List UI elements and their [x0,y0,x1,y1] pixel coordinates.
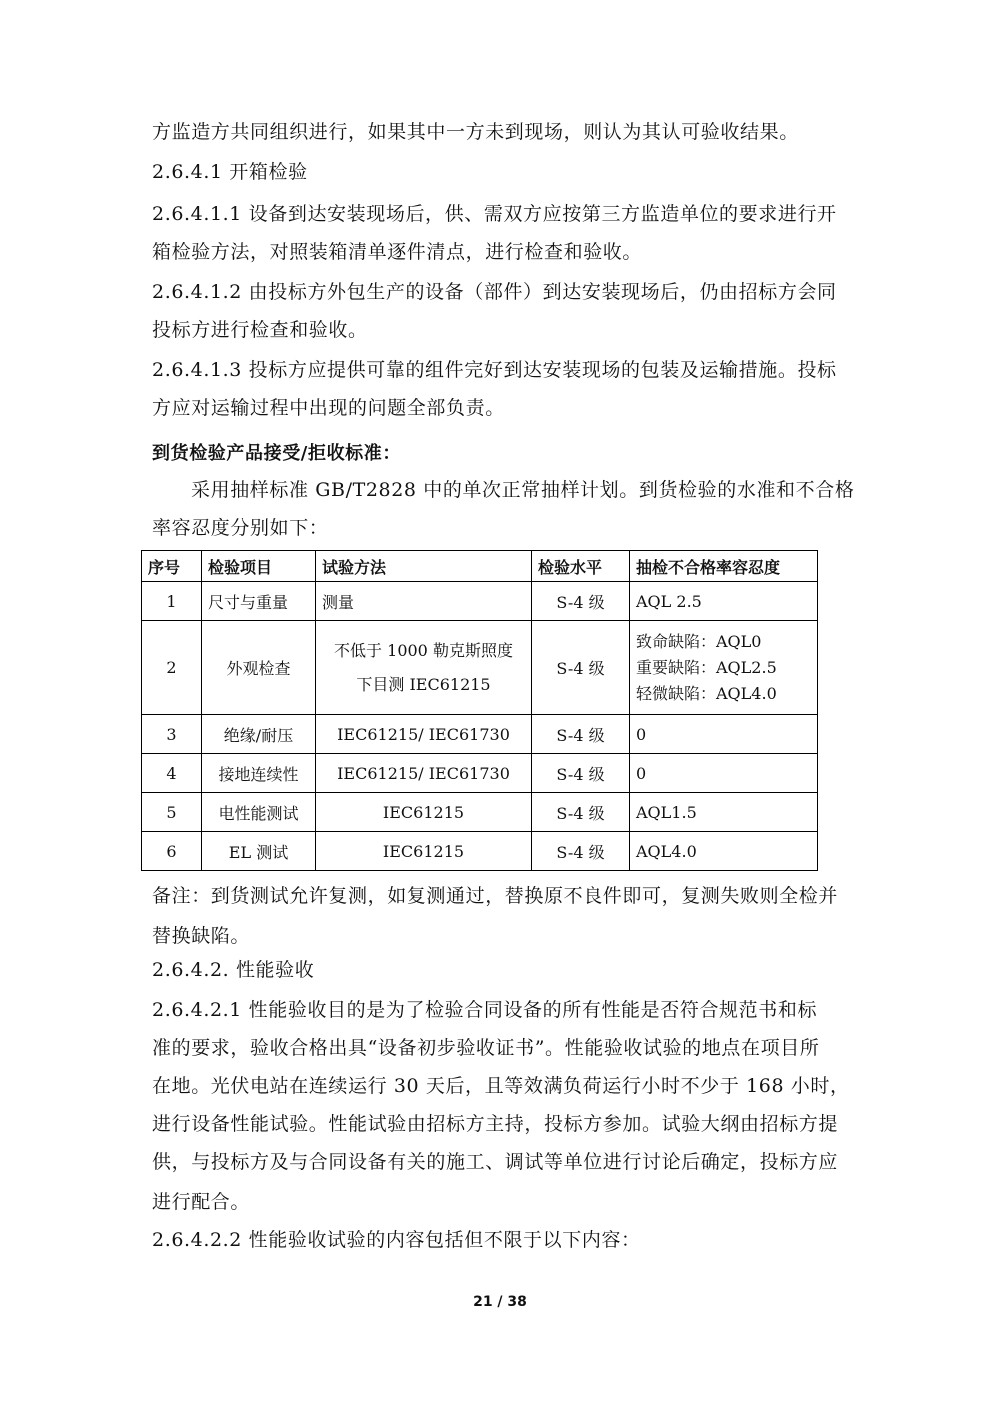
cell-item: 外观检查 [202,621,316,715]
header-tolerance: 抽检不合格率容忍度 [630,551,818,582]
cell-item: 电性能测试 [202,793,316,832]
method-line: 下目测 IEC61215 [356,674,491,694]
cell-no: 6 [142,832,202,871]
cell-method: IEC61215/ IEC61730 [316,754,532,793]
cell-no: 1 [142,582,202,621]
intro-line: 率容忍度分别如下： [152,517,329,539]
paragraph-line: 进行设备性能试验。性能试验由招标方主持，投标方参加。试验大纲由招标方提 [152,1113,839,1135]
paragraph-line: 2.6.4.1.3 投标方应提供可靠的组件完好到达安装现场的包装及运输措施。投标 [152,359,837,381]
paragraph-line: 箱检验方法，对照装箱清单逐件清点，进行检查和验收。 [152,241,643,263]
table-row [142,582,818,621]
table-row [142,754,818,793]
tolerance-line: 重要缺陷：AQL2.5 [636,657,777,677]
intro-line: 采用抽样标准 GB/T2828 中的单次正常抽样计划。到货检验的水准和不合格 [191,479,855,501]
cell-method: IEC61215 [316,832,532,871]
cell-no: 5 [142,793,202,832]
cell-tolerance: 0 [630,715,818,754]
cell-no: 2 [142,621,202,715]
note-line: 备注：到货测试允许复测，如复测通过，替换原不良件即可，复测失败则全检并 [152,885,839,907]
cell-method: IEC61215 [316,793,532,832]
paragraph-line: 2.6.4.2.1 性能验收目的是为了检验合同设备的所有性能是否符合规范书和标 [152,999,818,1021]
cell-item: EL 测试 [202,832,316,871]
method-line: 不低于 1000 勒克斯照度 [334,640,513,660]
cell-method: IEC61215/ IEC61730 [316,715,532,754]
cell-tolerance: AQL4.0 [630,832,818,871]
header-item: 检验项目 [202,551,316,582]
paragraph-line: 供，与投标方及与合同设备有关的施工、调试等单位进行讨论后确定，投标方应 [152,1151,839,1173]
cell-tolerance: AQL 2.5 [630,582,818,621]
cell-no: 4 [142,754,202,793]
cell-level: S-4 级 [532,715,630,754]
table-row [142,621,818,715]
cell-tolerance: 0 [630,754,818,793]
paragraph-line: 投标方进行检查和验收。 [152,319,368,341]
cell-item: 尺寸与重量 [202,582,316,621]
cell-level: S-4 级 [532,582,630,621]
cell-level: S-4 级 [532,754,630,793]
tolerance-line: 轻微缺陷：AQL4.0 [636,683,777,703]
cell-no: 3 [142,715,202,754]
cell-level: S-4 级 [532,793,630,832]
header-method: 试验方法 [316,551,532,582]
paragraph-line: 2.6.4.1.2 由投标方外包生产的设备（部件）到达安装现场后，仍由招标方会同 [152,281,837,303]
section-heading: 2.6.4.2. 性能验收 [152,959,315,981]
cell-item: 接地连续性 [202,754,316,793]
page-number: 21 / 38 [473,1294,527,1310]
paragraph-line: 准的要求，验收合格出具“设备初步验收证书”。性能验收试验的地点在项目所 [152,1037,820,1059]
table-row [142,832,818,871]
cell-tolerance: AQL1.5 [630,793,818,832]
paragraph-line: 在地。光伏电站在连续运行 30 天后，且等效满负荷运行小时不少于 168 小时， [152,1075,850,1097]
cell-method: 测量 [316,582,532,621]
inspection-table [141,550,818,871]
criteria-heading: 到货检验产品接受/拒收标准： [152,443,401,464]
header-no: 序号 [142,551,202,582]
table-row [142,715,818,754]
note-line: 替换缺陷。 [152,925,251,947]
cell-item: 绝缘/耐压 [202,715,316,754]
table-header-row [142,551,818,582]
table-row [142,793,818,832]
section-heading: 2.6.4.1 开箱检验 [152,161,308,183]
paragraph-line: 2.6.4.1.1 设备到达安装现场后，供、需双方应按第三方监造单位的要求进行开 [152,203,837,225]
paragraph-line: 进行配合。 [152,1191,251,1213]
cell-tolerance [630,621,818,715]
paragraph-line: 2.6.4.2.2 性能验收试验的内容包括但不限于以下内容： [152,1229,641,1251]
header-level: 检验水平 [532,551,630,582]
cell-method [316,621,532,715]
tolerance-line: 致命缺陷：AQL0 [636,631,762,651]
paragraph-line: 方应对运输过程中出现的问题全部负责。 [152,397,505,419]
cell-level: S-4 级 [532,621,630,715]
cell-level: S-4 级 [532,832,630,871]
paragraph-line: 方监造方共同组织进行，如果其中一方未到现场，则认为其认可验收结果。 [152,121,799,143]
